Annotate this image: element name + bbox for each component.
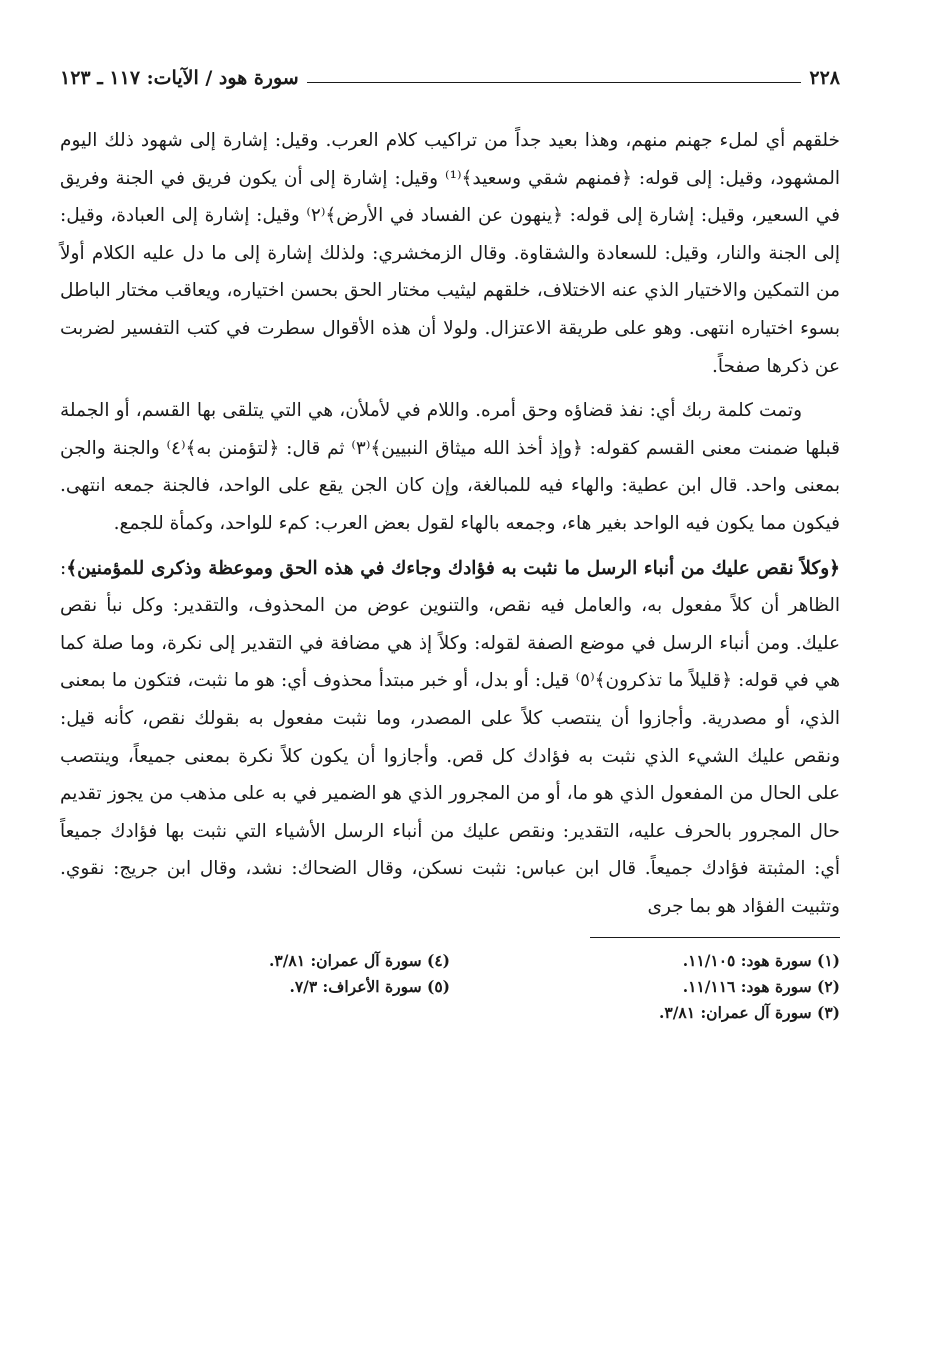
header-rule <box>307 82 802 83</box>
footnotes-left-column <box>60 948 450 1026</box>
footnote-4: (٤) سورة آل عمران: ٣/٨١. <box>269 951 450 971</box>
paragraph-3-text: : الظاهر أن كلاً مفعول به، والعامل فيه نقص، والتنوين عوض من المحذوف، والتقدير: وكل نبأ نقص عليك. ومن أنباء الرسل في موضع الصفة لقوله: وكلاً إذ هي مضافة في التقدير إلى نكرة، وما صلة كما هي في قوله: ﴿قليلاً ما تذكرون﴾⁽٥⁾ قيل: أو بدل، أو خبر مبتدأ محذوف أي: هو ما نثبت، فتكون ما بمعنى الذي، أو مصدرية. وأجازوا أن ينتصب كلاً على المصدر، وما نثبت مفعول به بقولك نقص، كأنه قيل: ونقص عليك الشيء الذي نثبت به فؤادك كل قص. وأجازوا أن يكون كلاً نكرة بمعنى جميعاً، وينتصب على الحال من المفعول الذي هو ما، أو من المجرور الذي هو الضمير في به على مذهب من يجوز تقديم حال المجرور بالحرف عليه، التقدير: ونقص عليك من أنباء الرسل الأشياء التي نثبت بها فؤادك جميعاً أي: المثبتة فؤادك جميعاً. قال ابن عباس: نثبت نسكن، وقال الضحاك: نشد، وقال ابن جريج: نقوي. وتثبيت الفؤاد هو بما جرى <box>60 557 840 917</box>
footnote-5: (٥) سورة الأعراف: ٧/٣. <box>289 977 450 997</box>
verse-heading: ﴿وكلاً نقص عليك من أنباء الرسل ما نثبت به فؤادك وجاءك في هذه الحق وموعظة وذكرى للمؤمنين﴾ <box>66 557 840 579</box>
footnote-1: (١) سورة هود: ١١/١٠٥. <box>682 951 840 971</box>
paragraph-2 <box>60 392 840 542</box>
paragraph-1 <box>60 122 840 385</box>
footnote-2: (٢) سورة هود: ١١/١١٦. <box>682 977 840 997</box>
page <box>60 58 840 1026</box>
running-title: سورة هود / الآيات: ١١٧ ـ ١٢٣ <box>60 67 299 89</box>
page-number: ٢٢٨ <box>809 67 840 89</box>
footnote-3: (٣) سورة آل عمران: ٣/٨١. <box>659 1003 840 1023</box>
paragraph-3 <box>60 550 840 926</box>
footnote-rule <box>590 937 840 938</box>
footnotes <box>60 948 840 1026</box>
paragraph-1-text: خلقهم أي لملء جهنم منهم، وهذا بعيد جداً من تراكيب كلام العرب. وقيل: إشارة إلى شهود ذلك اليوم المشهود، وقيل: إلى قوله: ﴿فمنهم شقي وسعيد﴾⁽¹⁾ وقيل: إشارة إلى أن يكون فريق في الجنة وفريق في السعير، وقيل: إشارة إلى قوله: ﴿ينهون عن الفساد في الأرض﴾⁽٢⁾ وقيل: إشارة إلى العبادة، وقيل: إلى الجنة والنار، وقيل: للسعادة والشقاوة. وقال الزمخشري: ولذلك إشارة إلى ما دل عليه الكلام أولاً من التمكين والاختيار الذي عنه الاختلاف، خلقهم ليثيب مختار الحق بحسن اختياره، ويعاقب مختار الباطل بسوء اختياره انتهى. وهو على طريقة الاعتزال. ولولا أن هذه الأقوال سطرت في كتب التفسير لضربت عن ذكرها صفحاً. <box>60 130 840 377</box>
footnotes-right-column <box>450 948 840 1026</box>
running-header <box>60 58 840 98</box>
main-text <box>60 122 840 925</box>
paragraph-2-text: وتمت كلمة ربك أي: نفذ قضاؤه وحق أمره. واللام في لأملأن، هي التي يتلقى بها القسم، أو الجملة قبلها ضمنت معنى القسم كقوله: ﴿وإذ أخذ الله ميثاق النبيين﴾⁽٣⁾ ثم قال: ﴿لتؤمنن به﴾⁽٤⁾ والجنة والجن بمعنى واحد. قال ابن عطية: والهاء فيه للمبالغة، وإن كان الجن يقع على الواحد، فالجنة جمعه انتهى. فيكون مما يكون فيه الواحد بغير هاء، وجمعه بالهاء لقول بعض العرب: كمء للواحد، وكمأة للجمع. <box>60 400 840 534</box>
